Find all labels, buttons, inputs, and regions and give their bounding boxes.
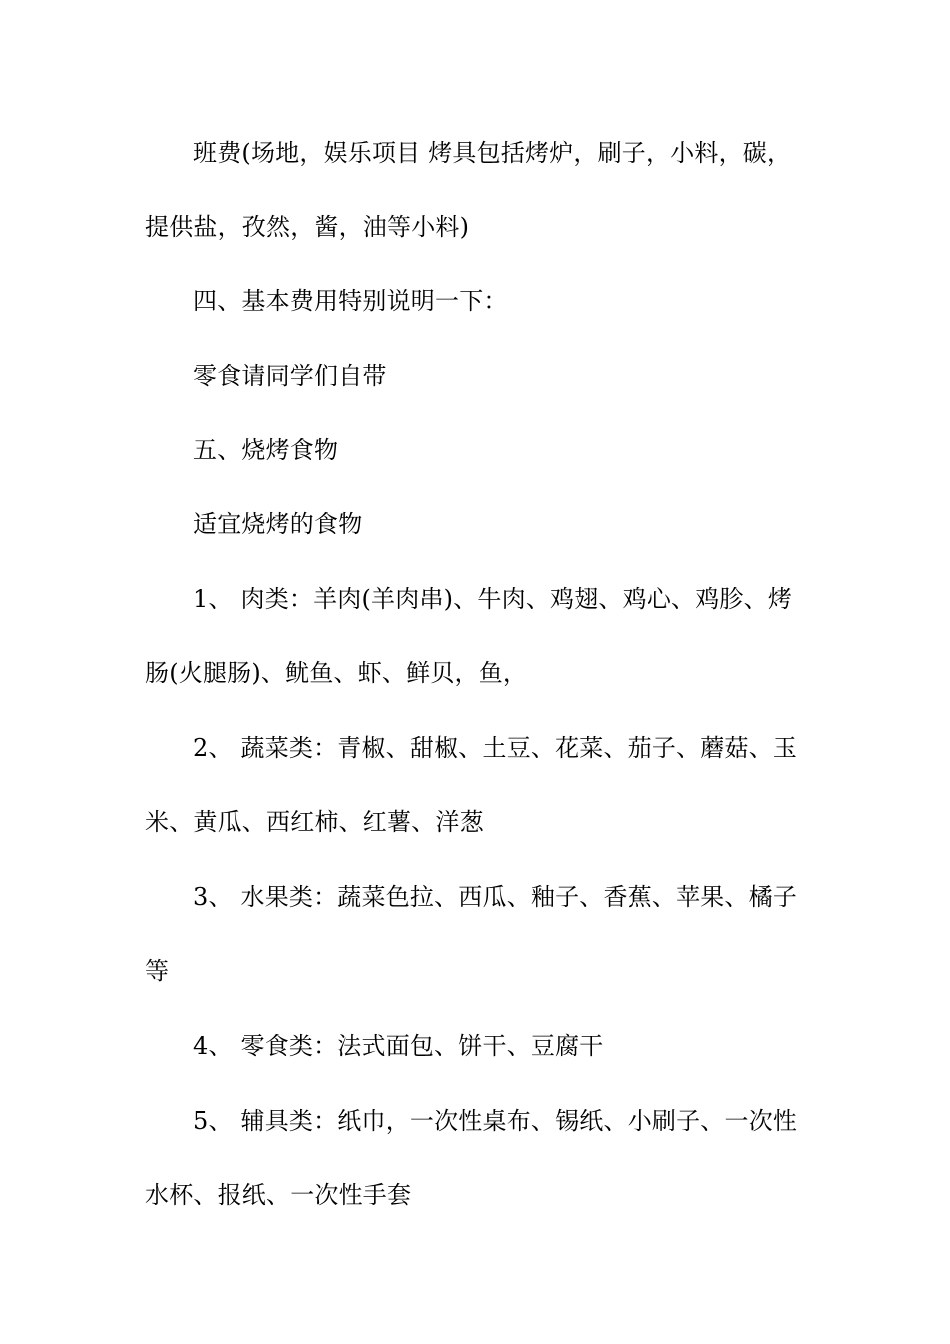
list-item-vegetables-cont: 米、黄瓜、西红柿、红薯、洋葱	[145, 808, 484, 836]
list-item-vegetables: 2、 蔬菜类：青椒、甜椒、土豆、花菜、茄子、蘑菇、玉	[193, 734, 798, 762]
list-item-supplies-cont: 水杯、报纸、一次性手套	[145, 1181, 412, 1209]
list-item-fruit: 3、 水果类：蔬菜色拉、西瓜、釉子、香蕉、苹果、橘子	[193, 883, 798, 911]
list-item-snacks: 4、 零食类：法式面包、饼干、豆腐干	[193, 1032, 604, 1060]
paragraph-class-fee-cont: 提供盐，孜然，酱，油等小料)	[145, 213, 470, 241]
list-item-supplies: 5、 辅具类：纸巾，一次性桌布、锡纸、小刷子、一次性	[193, 1107, 798, 1135]
section-heading-basic-fee: 四、基本费用特别说明一下：	[193, 287, 508, 315]
list-item-fruit-cont: 等	[145, 957, 170, 985]
section-heading-bbq-food: 五、烧烤食物	[193, 436, 339, 464]
list-item-meat-cont: 肠(火腿肠)、鱿鱼、虾、鲜贝，鱼，	[145, 659, 528, 687]
paragraph-class-fee: 班费(场地，娱乐项目 烤具包括烤炉，刷子，小料，碳，	[193, 139, 792, 167]
subheading-suitable-food: 适宜烧烤的食物	[193, 510, 363, 538]
list-item-meat: 1、 肉类：羊肉(羊肉串)、牛肉、鸡翅、鸡心、鸡胗、烤	[193, 585, 793, 613]
paragraph-snacks-note: 零食请同学们自带	[193, 362, 387, 390]
